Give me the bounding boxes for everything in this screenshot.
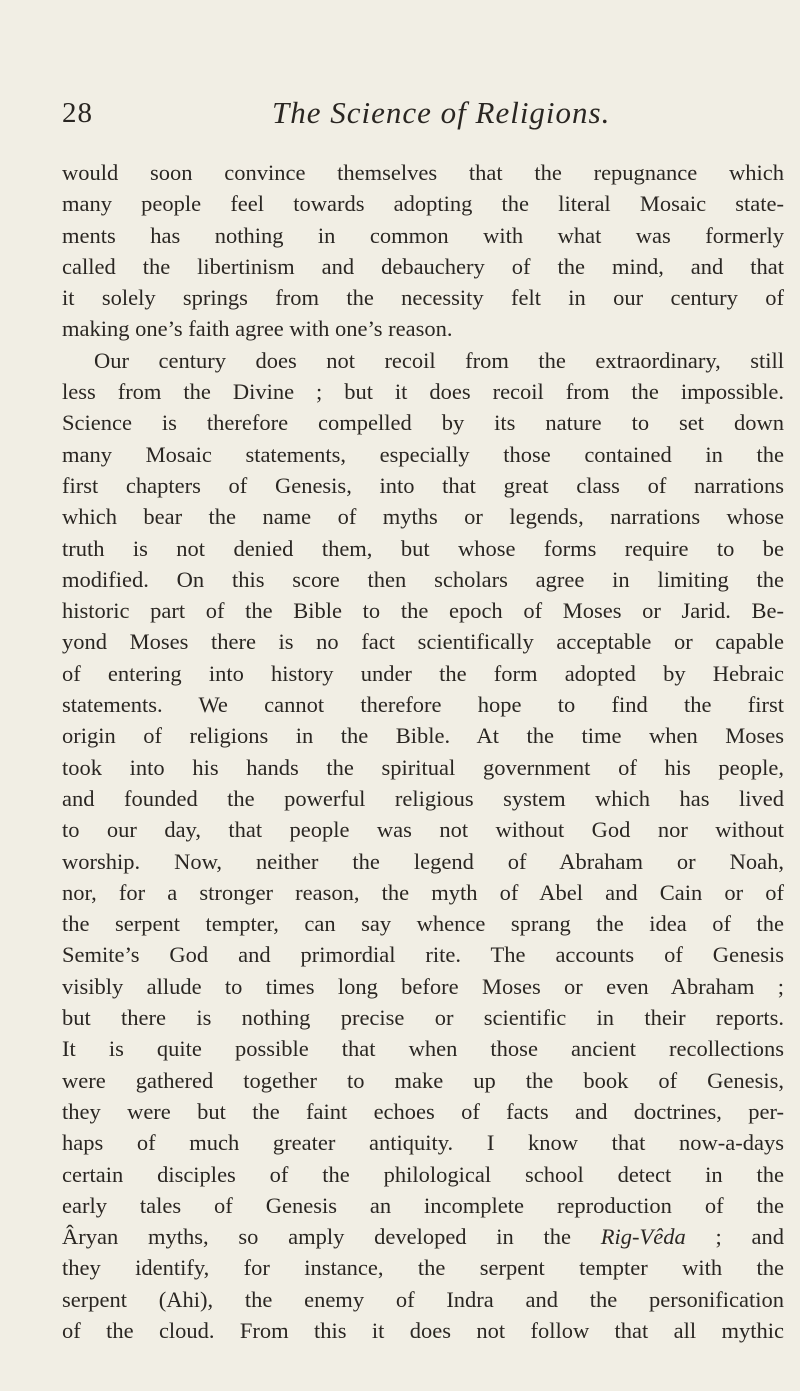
page-header — [62, 96, 762, 136]
text-line: were gathered together to make up the book of Genesis, — [62, 1067, 784, 1093]
text-line: the serpent tempter, can say whence sprang the idea of the — [62, 911, 784, 937]
text-line: yond Moses there is no fact scientifically acceptable or capable — [62, 629, 784, 655]
text-line: took into his hands the spiritual government of his people, — [62, 754, 784, 780]
text-line: making one’s faith agree with one’s reason. — [62, 316, 453, 342]
text-line: worship. Now, neither the legend of Abraham or Noah, — [62, 848, 784, 874]
body-text — [62, 157, 784, 1346]
text-line: of the cloud. From this it does not follow that all mythic — [62, 1317, 784, 1343]
text-line: called the libertinism and debauchery of the mind, and that — [62, 253, 784, 279]
text-line: modified. On this score then scholars agree in limiting the — [62, 566, 784, 592]
text-line: ments has nothing in common with what was formerly — [62, 222, 784, 248]
text-line: Science is therefore compelled by its nature to set down — [62, 410, 784, 436]
text-line: and founded the powerful religious system which has lived — [62, 785, 784, 811]
text-line: they identify, for instance, the serpent tempter with the — [62, 1255, 784, 1281]
text-line: they were but the faint echoes of facts and doctrines, per- — [62, 1098, 784, 1124]
text-line: early tales of Genesis an incomplete reproduction of the — [62, 1192, 784, 1218]
running-title: The Science of Religions. — [272, 95, 611, 130]
text-line: but there is nothing precise or scientific in their reports. — [62, 1005, 784, 1031]
text-line: serpent (Ahi), the enemy of Indra and the personification — [62, 1286, 784, 1312]
text-line: nor, for a stronger reason, the myth of Abel and Cain or of — [62, 879, 784, 905]
text-line: visibly allude to times long before Moses or even Abraham ; — [62, 973, 784, 999]
text-line: historic part of the Bible to the epoch of Moses or Jarid. Be- — [62, 598, 784, 624]
text-line: origin of religions in the Bible. At the time when Moses — [62, 723, 784, 749]
text-line: of entering into history under the form adopted by Hebraic — [62, 660, 784, 686]
text-line: it solely springs from the necessity felt in our century of — [62, 285, 784, 311]
text-line: would soon convince themselves that the repugnance which — [62, 160, 784, 185]
text-line: statements. We cannot therefore hope to find the first — [62, 692, 784, 718]
text-line: many Mosaic statements, especially those contained in the — [62, 441, 784, 467]
text-line: Âryan myths, so amply developed in the Rig-Vêda ; and — [62, 1224, 784, 1250]
text-line: many people feel towards adopting the literal Mosaic state- — [62, 191, 784, 217]
text-line: less from the Divine ; but it does recoil from the impossible. — [62, 379, 784, 405]
text-line: which bear the name of myths or legends, narrations whose — [62, 504, 784, 530]
text-line: truth is not denied them, but whose forms require to be — [62, 535, 784, 561]
italic-title: Rig-Vêda — [600, 1224, 686, 1250]
page-number: 28 — [62, 97, 93, 129]
text-line: Our century does not recoil from the extraordinary, still — [94, 347, 784, 373]
text-line: haps of much greater antiquity. I know that now-a-days — [62, 1130, 784, 1156]
text-line: first chapters of Genesis, into that great class of narrations — [62, 472, 784, 498]
text-line: It is quite possible that when those ancient recollections — [62, 1036, 784, 1062]
text-line: certain disciples of the philological school detect in the — [62, 1161, 784, 1187]
text-line: Semite’s God and primordial rite. The accounts of Genesis — [62, 942, 784, 968]
text-line: to our day, that people was not without God nor without — [62, 817, 784, 843]
